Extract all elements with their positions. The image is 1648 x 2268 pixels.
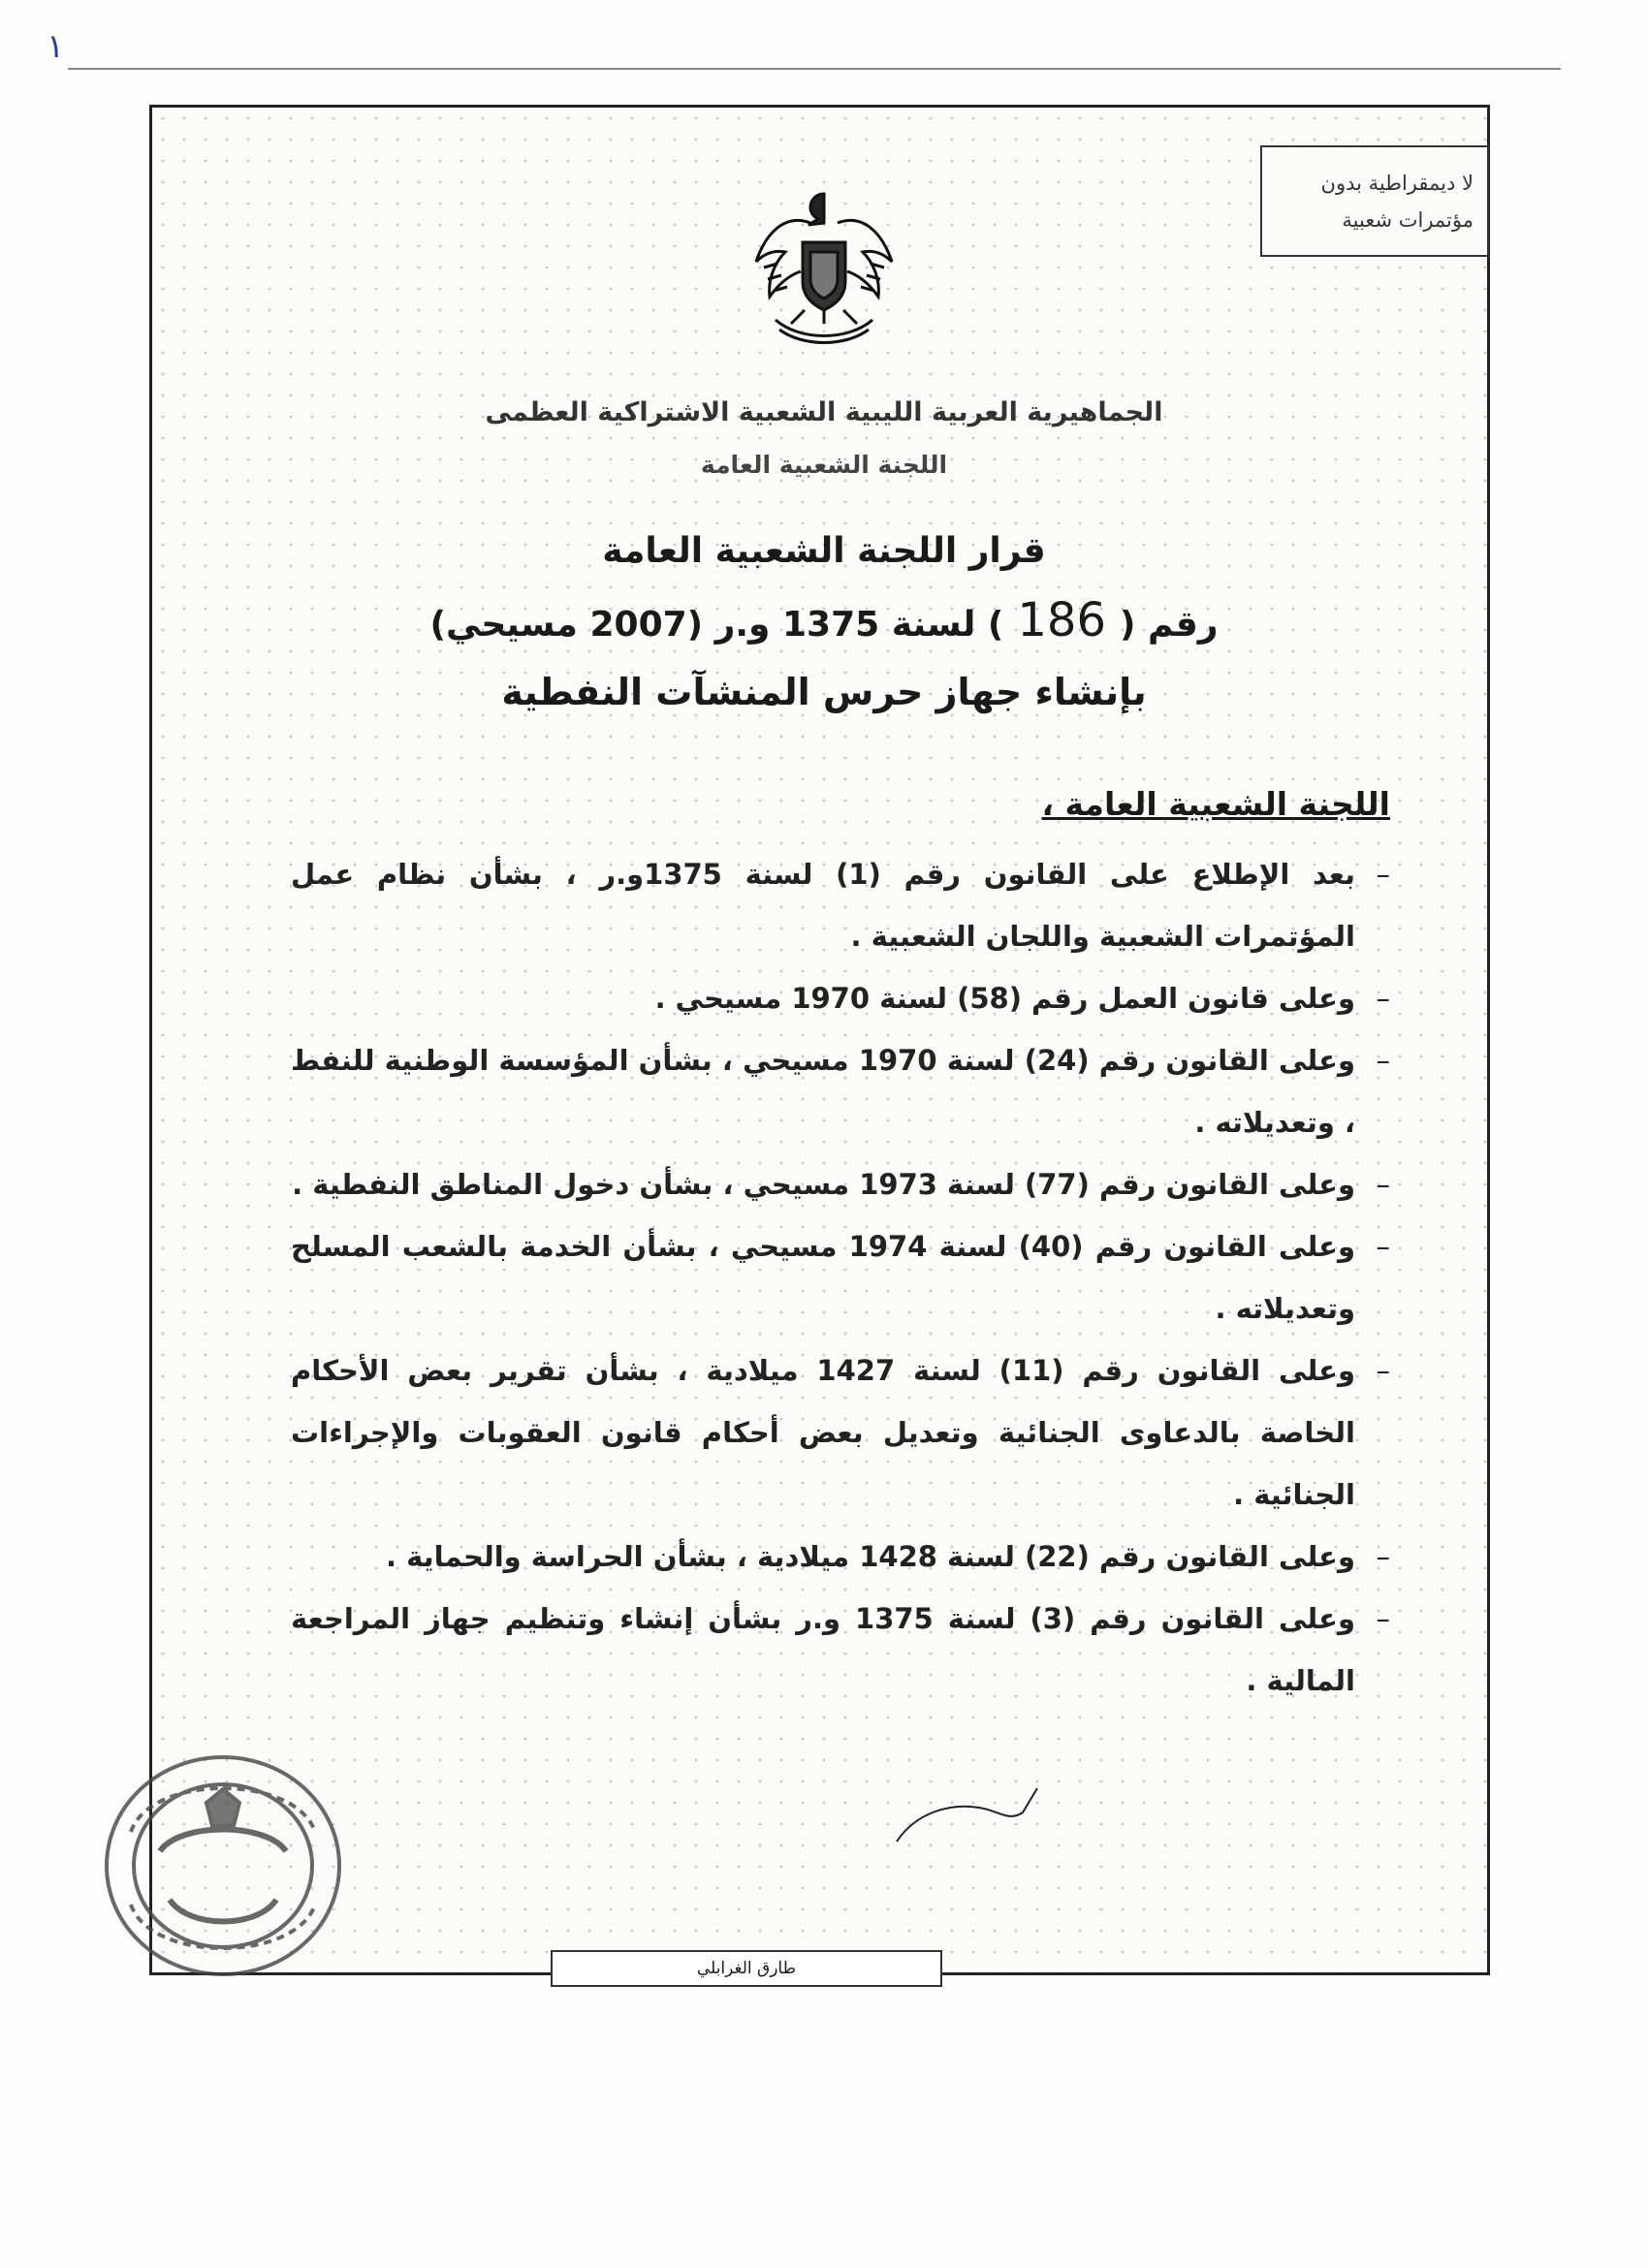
state-name: الجماهيرية العربية الليبية الشعبية الاشتراكية العظمى (485, 397, 1163, 427)
clause-3: – وعلى القانون رقم (24) لسنة 1970 مسيحي ، بشأن المؤسسة الوطنية للنفط ، وتعديلاته . (291, 1029, 1386, 1153)
slogan-line-1: لا ديمقراطية بدون (1320, 172, 1474, 195)
clause-1: – بعد الإطلاع على القانون رقم (1) لسنة 1375و.ر ، بشأن نظام عمل المؤتمرات الشعبية واللجان الشعبية . (291, 843, 1386, 967)
decision-subject: بإنشاء جهاز حرس المنشآت النفطية (501, 671, 1147, 713)
decision-number: 186 (1017, 593, 1106, 647)
decision-number-line (0, 593, 1648, 647)
name-label-box: طارق الغرابلي (551, 1950, 942, 1987)
decision-title: قرار اللجنة الشعبية العامة (602, 531, 1046, 571)
page-number-mark: ١ (47, 27, 65, 66)
signature-icon (892, 1783, 1057, 1851)
clause-5: – وعلى القانون رقم (40) لسنة 1974 مسيحي ، بشأن الخدمة بالشعب المسلح وتعديلاته . (291, 1215, 1386, 1339)
section-heading: اللجنة الشعبية العامة ، (1041, 785, 1390, 823)
clause-8: – وعلى القانون رقم (3) لسنة 1375 و.ر بشأن إنشاء وتنظيم جهاز المراجعة المالية . (291, 1588, 1386, 1712)
top-rule (68, 68, 1561, 70)
clause-list (291, 843, 1386, 1712)
decision-number-suffix: ) لسنة 1375 و.ر (2007 مسيحي) (429, 605, 1004, 645)
clause-6: – وعلى القانون رقم (11) لسنة 1427 ميلادية ، بشأن تقرير بعض الأحكام الخاصة بالدعاوى الجنائية وتعديل بعض أحكام قانون العقوبات والإجراءات الجنائية . (291, 1339, 1386, 1526)
clause-4: – وعلى القانون رقم (77) لسنة 1973 مسيحي ، بشأن دخول المناطق النفطية . (291, 1153, 1386, 1215)
clause-2: – وعلى قانون العمل رقم (58) لسنة 1970 مسيحي . (291, 967, 1386, 1029)
slogan-line-2: مؤتمرات شعبية (1342, 208, 1474, 232)
slogan-box (1260, 145, 1489, 257)
committee-name: اللجنة الشعبية العامة (700, 451, 948, 479)
decision-number-prefix: رقم ( (1120, 605, 1219, 645)
clause-7: – وعلى القانون رقم (22) لسنة 1428 ميلادية ، بشأن الحراسة والحماية . (291, 1526, 1386, 1588)
official-seal-icon (92, 1735, 354, 1997)
eagle-emblem-icon (746, 174, 902, 349)
